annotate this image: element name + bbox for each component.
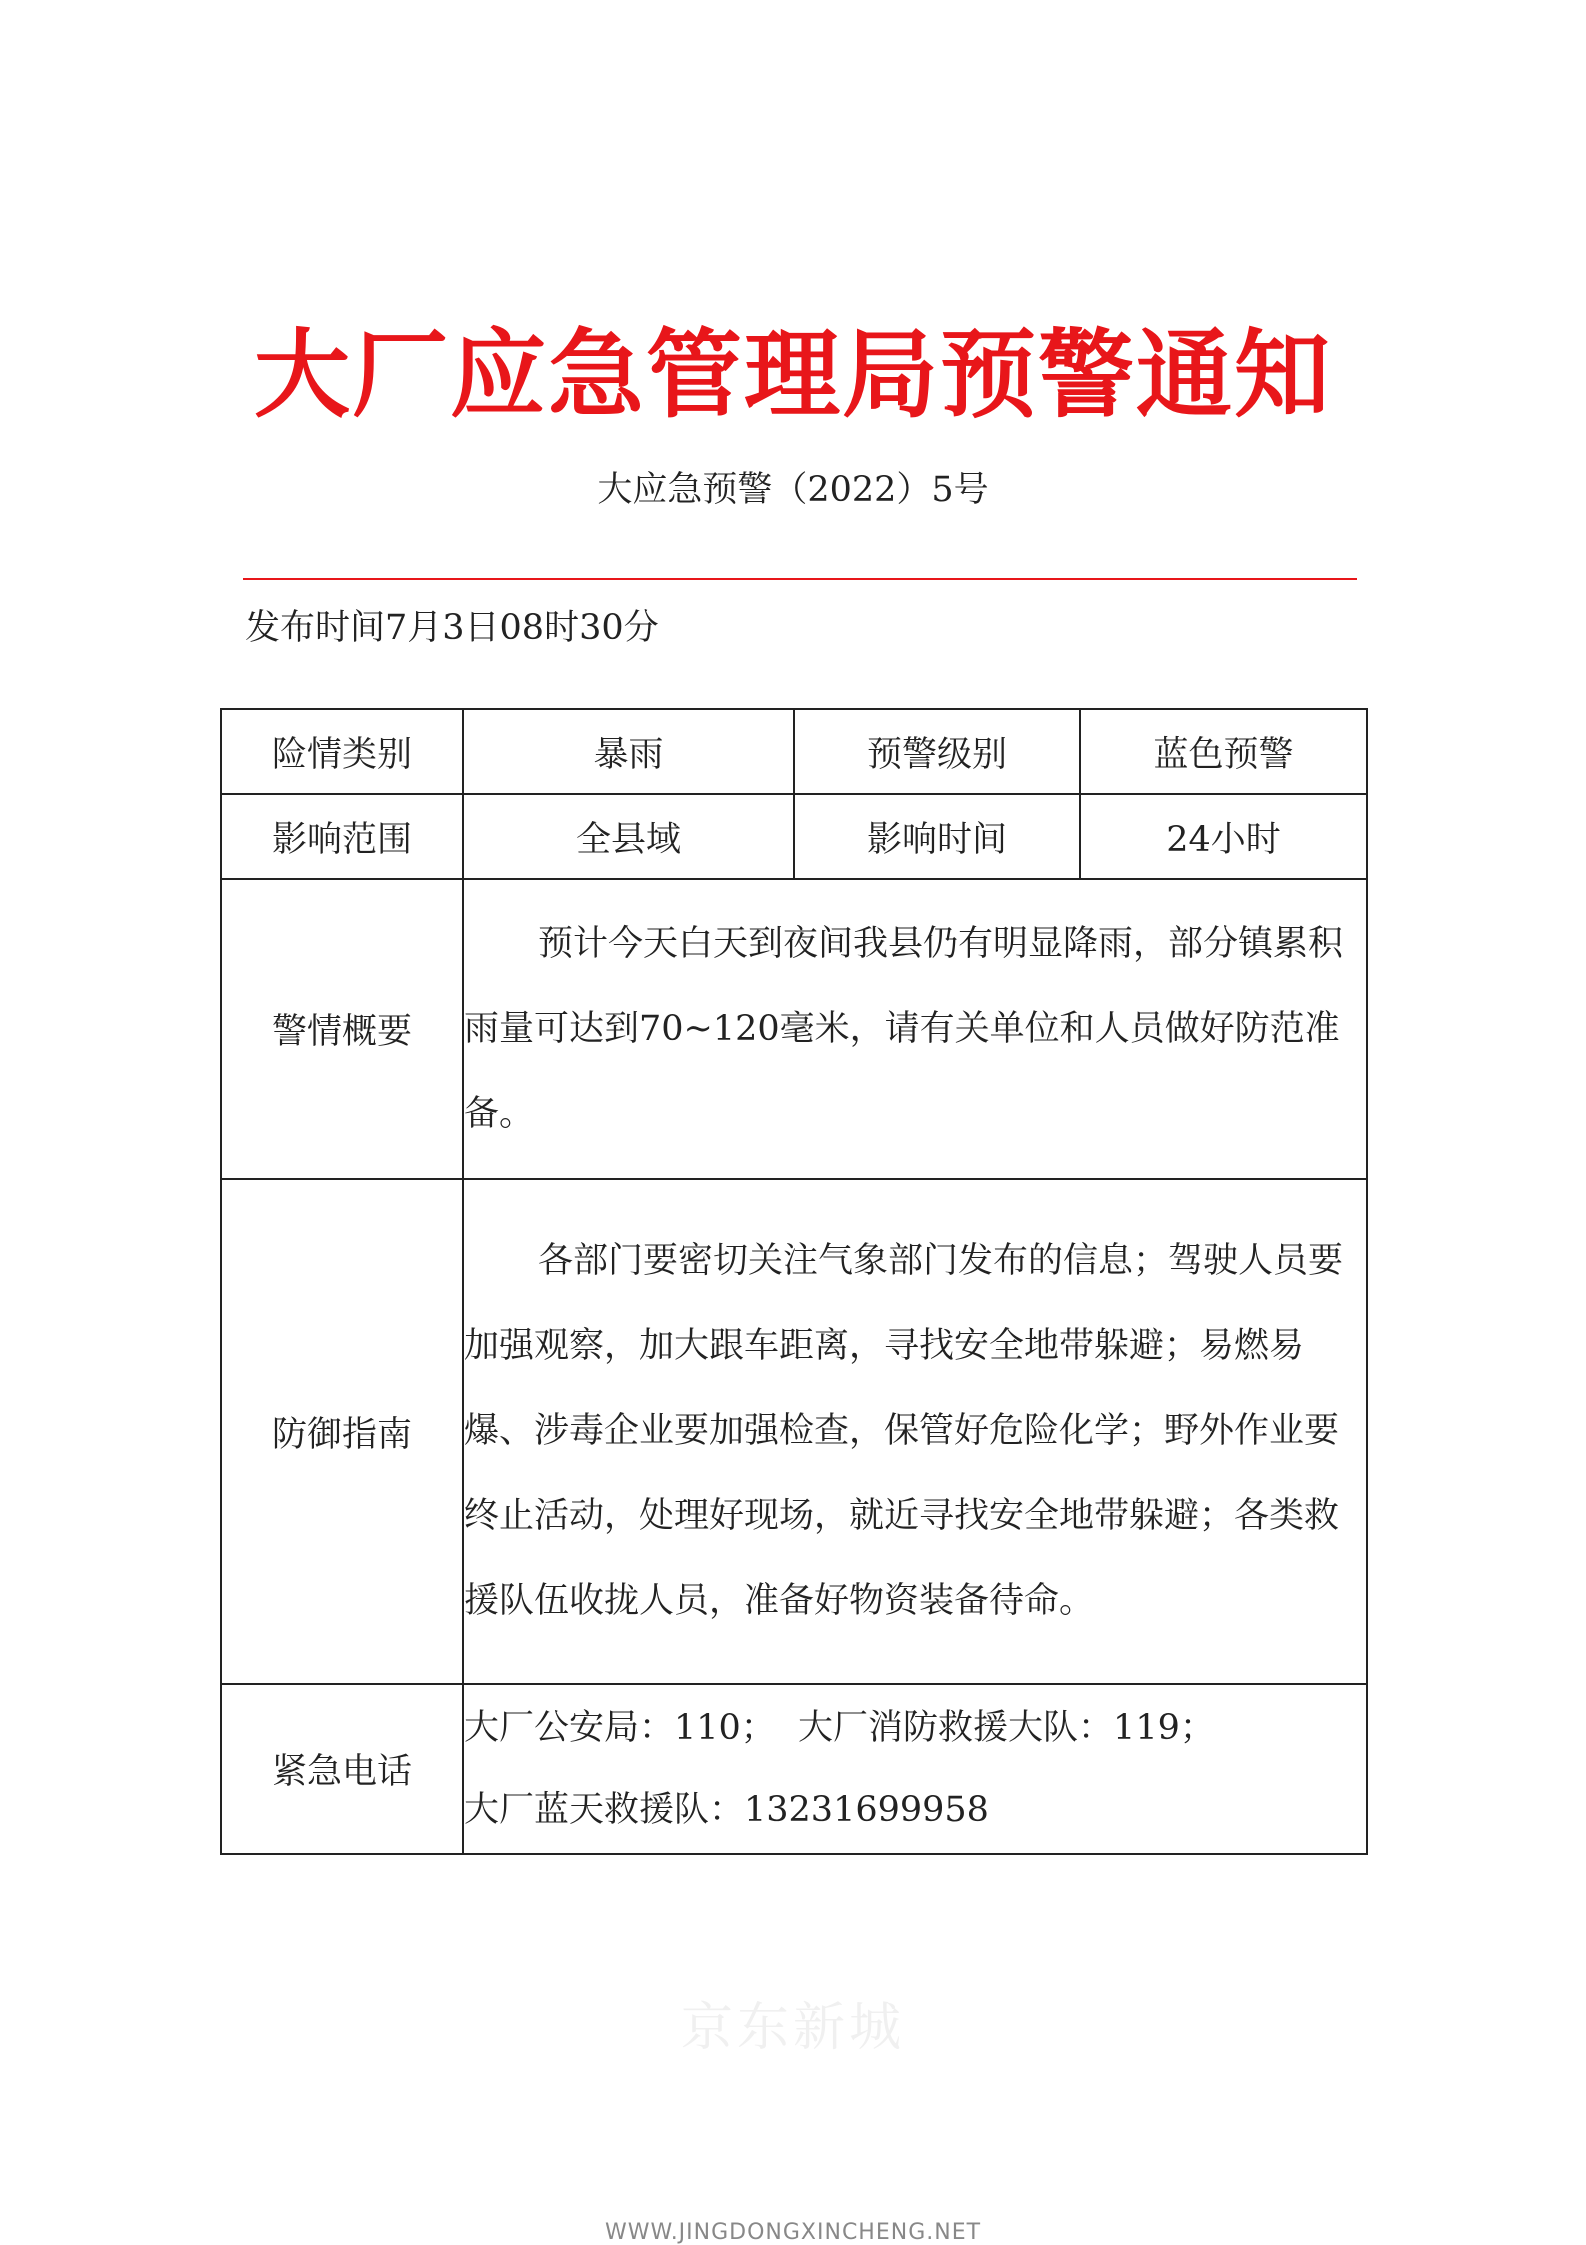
warning-info-table bbox=[220, 708, 1368, 1855]
defense-guide-text: 各部门要密切关注气象部门发布的信息；驾驶人员要加强观察，加大跟车距离，寻找安全地带躲避；易燃易爆、涉毒企业要加强检查，保管好危险化学；野外作业要终止活动，处理好现场，就近寻找安全地带躲避；各类救援队伍收拢人员，准备好物资装备待命。 bbox=[464, 1241, 1344, 1621]
emergency-phone-line-2: 大厂蓝天救援队：13231699958 bbox=[464, 1790, 989, 1830]
impact-area-value: 全县域 bbox=[463, 794, 794, 879]
footer-url: WWW.JINGDONGXINCHENG.NET bbox=[604, 2220, 982, 2245]
impact-duration-label: 影响时间 bbox=[794, 794, 1080, 879]
document-number: 大应急预警（2022）5号 bbox=[597, 470, 989, 510]
hazard-type-label: 险情类别 bbox=[221, 709, 463, 794]
warning-level-value: 蓝色预警 bbox=[1080, 709, 1367, 794]
red-divider-line bbox=[243, 578, 1357, 580]
emergency-phone-cell bbox=[463, 1684, 1367, 1854]
table-row bbox=[221, 1684, 1367, 1854]
notice-title: 大厂应急管理局预警通知 bbox=[254, 319, 1332, 431]
hazard-type-value: 暴雨 bbox=[463, 709, 794, 794]
table-row bbox=[221, 1179, 1367, 1684]
summary-text: 预计今天白天到夜间我县仍有明显降雨，部分镇累积雨量可达到70~120毫米，请有关单位和人员做好防范准备。 bbox=[464, 923, 1344, 1134]
defense-guide-cell bbox=[463, 1179, 1367, 1684]
publish-time: 发布时间7月3日08时30分 bbox=[245, 608, 659, 648]
emergency-phone-label: 紧急电话 bbox=[221, 1684, 463, 1854]
table-row bbox=[221, 709, 1367, 794]
emergency-phone-line-1: 大厂公安局：110； 大厂消防救援大队：119； bbox=[464, 1708, 1215, 1748]
impact-duration-value: 24小时 bbox=[1080, 794, 1367, 879]
watermark: 京东新城 bbox=[680, 1998, 905, 2058]
impact-area-label: 影响范围 bbox=[221, 794, 463, 879]
table-row bbox=[221, 879, 1367, 1179]
warning-level-label: 预警级别 bbox=[794, 709, 1080, 794]
summary-label: 警情概要 bbox=[221, 879, 463, 1179]
defense-guide-label: 防御指南 bbox=[221, 1179, 463, 1684]
table-row bbox=[221, 794, 1367, 879]
summary-cell bbox=[463, 879, 1367, 1179]
